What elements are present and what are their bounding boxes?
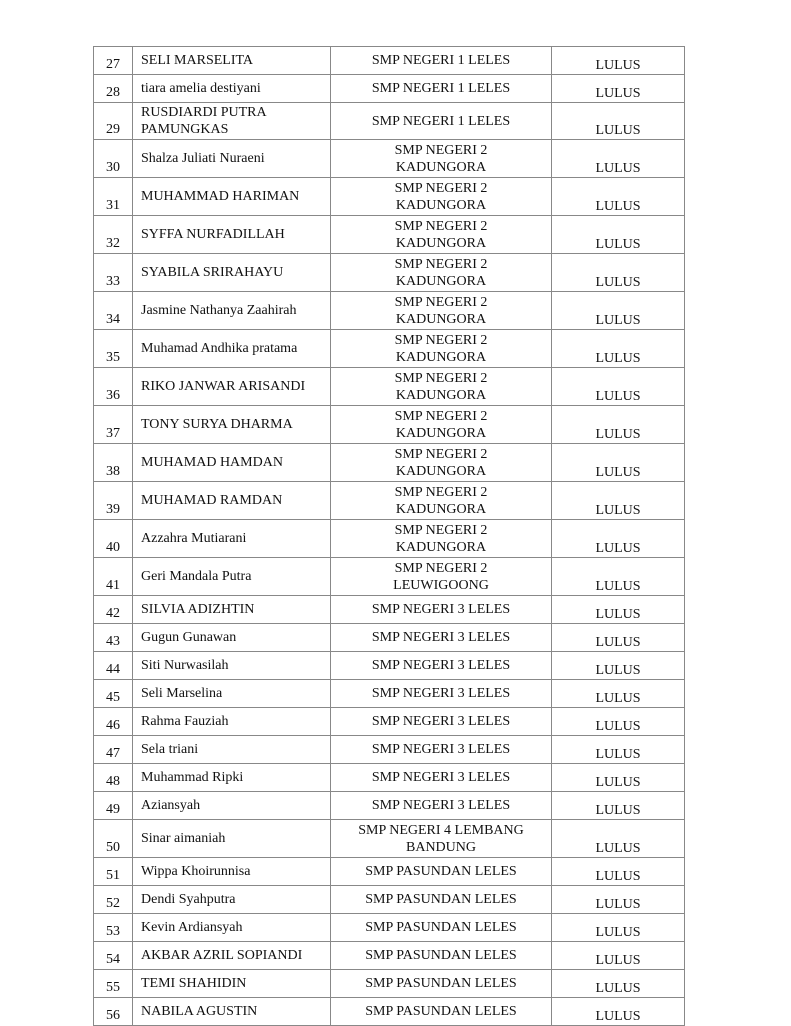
school-name-line: SMP PASUNDAN LELES: [365, 864, 517, 879]
student-name: Dendi Syahputra: [133, 886, 331, 914]
status-value: LULUS: [552, 792, 685, 820]
student-name: TONY SURYA DHARMA: [133, 406, 331, 444]
school-name: [331, 482, 552, 520]
table-row: [94, 970, 685, 998]
school-name: [331, 886, 552, 914]
student-name: Muhamad Andhika pratama: [133, 330, 331, 368]
table-row: [94, 75, 685, 103]
school-name-line: KADUNGORA: [395, 540, 487, 555]
status-value: LULUS: [552, 444, 685, 482]
school-name-line: SMP NEGERI 2: [394, 409, 488, 424]
school-name: [331, 103, 552, 140]
school-name: [331, 47, 552, 75]
school-name-line: SMP NEGERI 2: [394, 523, 488, 538]
school-name-line: SMP NEGERI 2: [394, 333, 488, 348]
school-name-line: KADUNGORA: [395, 236, 487, 251]
student-name: SILVIA ADIZHTIN: [133, 596, 331, 624]
table-row: [94, 178, 685, 216]
document-page: [93, 46, 684, 1026]
row-number: 52: [94, 886, 133, 914]
student-name: Geri Mandala Putra: [133, 558, 331, 596]
school-name-line: SMP NEGERI 2: [394, 257, 488, 272]
school-name: [331, 970, 552, 998]
student-name: MUHAMAD HAMDAN: [133, 444, 331, 482]
results-table: [93, 46, 685, 1026]
school-name-line: SMP NEGERI 1 LELES: [371, 113, 511, 129]
results-table-body: [94, 47, 685, 1026]
student-name: NABILA AGUSTIN: [133, 998, 331, 1026]
school-name: [331, 998, 552, 1026]
school-name-line: LEUWIGOONG: [393, 578, 489, 593]
school-name-line: SMP NEGERI 3 LELES: [371, 770, 511, 785]
row-number: 42: [94, 596, 133, 624]
status-value: LULUS: [552, 708, 685, 736]
row-number: 43: [94, 624, 133, 652]
status-value: LULUS: [552, 254, 685, 292]
status-value: LULUS: [552, 520, 685, 558]
status-value: LULUS: [552, 75, 685, 103]
table-row: [94, 820, 685, 858]
row-number: 27: [94, 47, 133, 75]
school-name: [331, 140, 552, 178]
row-number: 39: [94, 482, 133, 520]
school-name-line: SMP NEGERI 4 LEMBANG: [358, 823, 524, 838]
row-number: 35: [94, 330, 133, 368]
school-name: [331, 406, 552, 444]
row-number: 38: [94, 444, 133, 482]
school-name-line: SMP NEGERI 3 LELES: [371, 686, 511, 701]
school-name: [331, 558, 552, 596]
status-value: LULUS: [552, 406, 685, 444]
school-name-line: KADUNGORA: [395, 274, 487, 289]
school-name-line: KADUNGORA: [395, 426, 487, 441]
school-name-line: SMP NEGERI 3 LELES: [371, 798, 511, 813]
school-name: [331, 330, 552, 368]
table-row: [94, 858, 685, 886]
school-name-line: SMP NEGERI 3 LELES: [371, 742, 511, 757]
table-row: [94, 140, 685, 178]
school-name: [331, 624, 552, 652]
table-row: [94, 624, 685, 652]
school-name: [331, 914, 552, 942]
school-name-line: KADUNGORA: [395, 198, 487, 213]
school-name-line: SMP NEGERI 1 LELES: [371, 81, 511, 96]
row-number: 31: [94, 178, 133, 216]
row-number: 34: [94, 292, 133, 330]
table-row: [94, 596, 685, 624]
school-name-line: SMP PASUNDAN LELES: [365, 892, 517, 907]
school-name-line: KADUNGORA: [395, 160, 487, 175]
status-value: LULUS: [552, 624, 685, 652]
status-value: LULUS: [552, 736, 685, 764]
student-name: tiara amelia destiyani: [133, 75, 331, 103]
table-row: [94, 764, 685, 792]
student-name: Aziansyah: [133, 792, 331, 820]
row-number: 32: [94, 216, 133, 254]
table-row: [94, 914, 685, 942]
status-value: LULUS: [552, 292, 685, 330]
school-name-line: SMP PASUNDAN LELES: [365, 948, 517, 963]
table-row: [94, 942, 685, 970]
student-name: MUHAMAD RAMDAN: [133, 482, 331, 520]
status-value: LULUS: [552, 970, 685, 998]
student-name: Wippa Khoirunnisa: [133, 858, 331, 886]
school-name: [331, 652, 552, 680]
school-name-line: SMP NEGERI 3 LELES: [371, 714, 511, 729]
row-number: 50: [94, 820, 133, 858]
student-name: Azzahra Mutiarani: [133, 520, 331, 558]
school-name-line: SMP NEGERI 2: [394, 371, 488, 386]
status-value: LULUS: [552, 47, 685, 75]
table-row: [94, 886, 685, 914]
school-name: [331, 792, 552, 820]
school-name: [331, 764, 552, 792]
student-name: Shalza Juliati Nuraeni: [133, 140, 331, 178]
table-row: [94, 520, 685, 558]
school-name-line: SMP NEGERI 3 LELES: [371, 658, 511, 673]
table-row: [94, 47, 685, 75]
table-row: [94, 254, 685, 292]
row-number: 54: [94, 942, 133, 970]
status-value: LULUS: [552, 680, 685, 708]
row-number: 40: [94, 520, 133, 558]
school-name: [331, 820, 552, 858]
table-row: [94, 792, 685, 820]
row-number: 29: [94, 103, 133, 140]
status-value: LULUS: [552, 998, 685, 1026]
status-value: LULUS: [552, 596, 685, 624]
school-name-line: SMP NEGERI 2: [394, 143, 488, 158]
table-row: [94, 103, 685, 140]
student-name: TEMI SHAHIDIN: [133, 970, 331, 998]
status-value: LULUS: [552, 482, 685, 520]
table-row: [94, 708, 685, 736]
school-name-line: KADUNGORA: [395, 312, 487, 327]
student-name: Seli Marselina: [133, 680, 331, 708]
row-number: 45: [94, 680, 133, 708]
status-value: LULUS: [552, 368, 685, 406]
status-value: LULUS: [552, 178, 685, 216]
student-name: Rahma Fauziah: [133, 708, 331, 736]
row-number: 48: [94, 764, 133, 792]
status-value: LULUS: [552, 558, 685, 596]
school-name: [331, 708, 552, 736]
table-row: [94, 368, 685, 406]
table-row: [94, 406, 685, 444]
school-name-line: SMP NEGERI 2: [394, 219, 488, 234]
school-name-line: SMP PASUNDAN LELES: [365, 976, 517, 991]
school-name-line: SMP PASUNDAN LELES: [365, 1004, 517, 1019]
school-name: [331, 596, 552, 624]
table-row: [94, 292, 685, 330]
row-number: 49: [94, 792, 133, 820]
row-number: 46: [94, 708, 133, 736]
student-name: Sinar aimaniah: [133, 820, 331, 858]
school-name-line: SMP NEGERI 1 LELES: [371, 53, 511, 68]
school-name-line: SMP NEGERI 2: [394, 447, 488, 462]
row-number: 28: [94, 75, 133, 103]
school-name-line: KADUNGORA: [395, 464, 487, 479]
student-name: Sela triani: [133, 736, 331, 764]
school-name-line: SMP PASUNDAN LELES: [365, 920, 517, 935]
table-row: [94, 330, 685, 368]
school-name-line: KADUNGORA: [395, 502, 487, 517]
school-name-line: SMP NEGERI 2: [394, 295, 488, 310]
status-value: LULUS: [552, 764, 685, 792]
student-name: SELI MARSELITA: [133, 47, 331, 75]
table-row: [94, 558, 685, 596]
status-value: LULUS: [552, 652, 685, 680]
school-name: [331, 292, 552, 330]
status-value: LULUS: [552, 140, 685, 178]
school-name: [331, 216, 552, 254]
school-name-line: BANDUNG: [406, 840, 476, 855]
student-name: SYABILA SRIRAHAYU: [133, 254, 331, 292]
student-name: AKBAR AZRIL SOPIANDI: [133, 942, 331, 970]
row-number: 51: [94, 858, 133, 886]
table-row: [94, 998, 685, 1026]
status-value: LULUS: [552, 914, 685, 942]
status-value: LULUS: [552, 330, 685, 368]
school-name: [331, 680, 552, 708]
school-name-line: SMP NEGERI 3 LELES: [371, 602, 511, 617]
row-number: 30: [94, 140, 133, 178]
status-value: LULUS: [552, 886, 685, 914]
school-name: [331, 444, 552, 482]
student-name: RUSDIARDI PUTRA PAMUNGKAS: [133, 103, 331, 140]
school-name-line: SMP NEGERI 2: [394, 181, 488, 196]
row-number: 47: [94, 736, 133, 764]
student-name: Siti Nurwasilah: [133, 652, 331, 680]
row-number: 55: [94, 970, 133, 998]
status-value: LULUS: [552, 820, 685, 858]
school-name: [331, 178, 552, 216]
status-value: LULUS: [552, 216, 685, 254]
status-value: LULUS: [552, 942, 685, 970]
school-name-line: SMP NEGERI 2: [394, 485, 488, 500]
status-value: LULUS: [552, 858, 685, 886]
student-name: RIKO JANWAR ARISANDI: [133, 368, 331, 406]
school-name: [331, 942, 552, 970]
row-number: 36: [94, 368, 133, 406]
school-name-line: KADUNGORA: [395, 350, 487, 365]
student-name: Jasmine Nathanya Zaahirah: [133, 292, 331, 330]
status-value: LULUS: [552, 103, 685, 140]
row-number: 33: [94, 254, 133, 292]
student-name: SYFFA NURFADILLAH: [133, 216, 331, 254]
table-row: [94, 444, 685, 482]
row-number: 44: [94, 652, 133, 680]
table-row: [94, 216, 685, 254]
table-row: [94, 736, 685, 764]
student-name: Muhammad Ripki: [133, 764, 331, 792]
school-name-line: KADUNGORA: [395, 388, 487, 403]
row-number: 56: [94, 998, 133, 1026]
table-row: [94, 680, 685, 708]
row-number: 37: [94, 406, 133, 444]
student-name: Kevin Ardiansyah: [133, 914, 331, 942]
school-name: [331, 368, 552, 406]
school-name: [331, 858, 552, 886]
student-name: Gugun Gunawan: [133, 624, 331, 652]
row-number: 53: [94, 914, 133, 942]
school-name: [331, 75, 552, 103]
student-name: MUHAMMAD HARIMAN: [133, 178, 331, 216]
school-name: [331, 736, 552, 764]
school-name-line: SMP NEGERI 2: [394, 561, 488, 576]
row-number: 41: [94, 558, 133, 596]
table-row: [94, 652, 685, 680]
school-name-line: SMP NEGERI 3 LELES: [371, 630, 511, 645]
table-row: [94, 482, 685, 520]
school-name: [331, 520, 552, 558]
school-name: [331, 254, 552, 292]
